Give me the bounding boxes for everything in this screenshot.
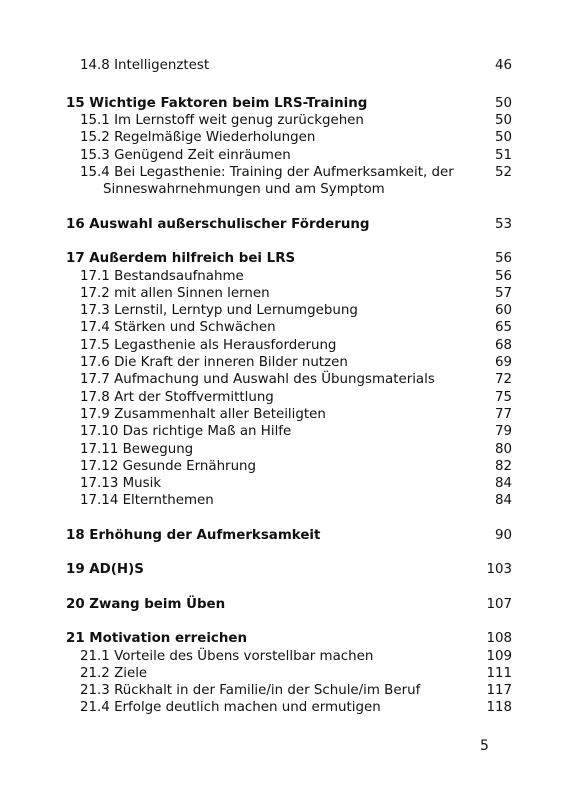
toc-entry-title: 17.8 Art der Stoffvermittlung xyxy=(80,390,274,405)
toc-entry-page: 118 xyxy=(486,700,512,715)
toc-chapter-page: 56 xyxy=(494,251,512,266)
toc-entry xyxy=(0,319,570,337)
toc-chapter xyxy=(0,596,570,614)
toc-entry-page: 60 xyxy=(494,303,512,318)
toc-chapter-page: 103 xyxy=(486,562,512,577)
toc-entry xyxy=(0,492,570,510)
toc-chapter-title: 15 Wichtige Faktoren beim LRS-Training xyxy=(66,96,368,111)
toc-entry-title: 15.1 Im Lernstoff weit genug zurückgehen xyxy=(80,113,364,128)
toc-entry xyxy=(0,337,570,355)
toc-entry-page: 75 xyxy=(494,390,512,405)
toc-entry xyxy=(0,302,570,320)
toc-chapter-page: 90 xyxy=(494,528,512,543)
toc-entry xyxy=(0,389,570,407)
toc-entry-page: 68 xyxy=(494,338,512,353)
toc-entry xyxy=(0,164,570,182)
toc-entry-title: 14.8 Intelligenztest xyxy=(80,58,210,73)
toc-entry-page: 69 xyxy=(494,355,512,370)
toc-chapter-page: 50 xyxy=(494,96,512,111)
toc-entry-page: 111 xyxy=(486,666,512,681)
toc-entry xyxy=(0,665,570,683)
toc-entry-title: 17.2 mit allen Sinnen lernen xyxy=(80,286,270,301)
toc-entry-page: 51 xyxy=(494,148,512,163)
toc-chapter-page: 108 xyxy=(486,631,512,646)
toc-entry xyxy=(0,371,570,389)
toc-entry xyxy=(0,699,570,717)
toc-entry-title: 17.10 Das richtige Maß an Hilfe xyxy=(80,424,292,439)
toc-entry-page: 109 xyxy=(486,649,512,664)
toc-entry-title: 21.1 Vorteile des Übens vorstellbar machen xyxy=(80,649,374,664)
toc-entry-title: 15.3 Genügend Zeit einräumen xyxy=(80,148,291,163)
toc-entry-page: 52 xyxy=(494,165,512,180)
toc-entry xyxy=(0,458,570,476)
toc-entry-page: 50 xyxy=(494,130,512,145)
toc-entry-title: 21.3 Rückhalt in der Familie/in der Schule/im Beruf xyxy=(80,683,421,698)
toc-chapter xyxy=(0,527,570,545)
toc-chapter xyxy=(0,630,570,648)
toc-chapter-page: 107 xyxy=(486,597,512,612)
toc-entry-page: 77 xyxy=(494,407,512,422)
toc-chapter-title: 17 Außerdem hilfreich bei LRS xyxy=(66,251,296,266)
toc-chapter xyxy=(0,95,570,113)
toc-entry-title: 17.1 Bestandsaufnahme xyxy=(80,269,244,284)
toc-entry-page: 46 xyxy=(494,58,512,73)
toc-entry xyxy=(0,147,570,165)
toc-entry-page: 80 xyxy=(494,442,512,457)
toc-entry xyxy=(0,441,570,459)
toc-entry-page: 84 xyxy=(494,493,512,508)
toc-entry xyxy=(0,268,570,286)
toc-entry-title: 17.6 Die Kraft der inneren Bilder nutzen xyxy=(80,355,348,370)
toc-entry xyxy=(0,112,570,130)
toc-entry-title: 17.9 Zusammenhalt aller Beteiligten xyxy=(80,407,326,422)
toc-entry-page: 72 xyxy=(494,372,512,387)
toc-entry-title: 17.11 Bewegung xyxy=(80,442,194,457)
toc-entry xyxy=(0,423,570,441)
toc-entry-page: 117 xyxy=(486,683,512,698)
toc-entry xyxy=(0,475,570,493)
toc-entry xyxy=(0,648,570,666)
toc-chapter xyxy=(0,216,570,234)
toc-chapter xyxy=(0,561,570,579)
toc-chapter-title: 21 Motivation erreichen xyxy=(66,631,248,646)
toc-entry-page: 84 xyxy=(494,476,512,491)
toc-chapter-page: 53 xyxy=(494,217,512,232)
toc-entry-title: 15.4 Bei Legasthenie: Training der Aufmerksamkeit, der xyxy=(80,165,454,180)
toc-entry-page: 57 xyxy=(494,286,512,301)
toc-entry-title: 17.5 Legasthenie als Herausforderung xyxy=(80,338,337,353)
toc-chapter-title: 19 AD(H)S xyxy=(66,562,144,577)
toc-entry xyxy=(0,354,570,372)
toc-entry-title: 21.4 Erfolge deutlich machen und ermutigen xyxy=(80,700,381,715)
toc-entry-title: Sinneswahrnehmungen und am Symptom xyxy=(103,182,385,197)
toc-entry-title: 17.14 Elternthemen xyxy=(80,493,214,508)
toc-entry-continuation xyxy=(0,181,570,199)
toc-entry-title: 17.3 Lernstil, Lerntyp und Lernumgebung xyxy=(80,303,358,318)
toc-entry-page: 56 xyxy=(494,269,512,284)
toc-entry-page: 50 xyxy=(494,113,512,128)
toc-entry xyxy=(0,57,570,75)
toc-entry xyxy=(0,682,570,700)
toc-chapter xyxy=(0,250,570,268)
toc-entry xyxy=(0,129,570,147)
toc-entry-page: 79 xyxy=(494,424,512,439)
page-number: 5 xyxy=(480,738,489,754)
toc-entry-title: 17.13 Musik xyxy=(80,476,162,491)
toc-entry-page: 65 xyxy=(494,320,512,335)
toc-entry-page: 82 xyxy=(494,459,512,474)
toc-entry-title: 17.4 Stärken und Schwächen xyxy=(80,320,276,335)
toc-entry-title: 17.7 Aufmachung und Auswahl des Übungsmaterials xyxy=(80,372,435,387)
toc-entry-title: 21.2 Ziele xyxy=(80,666,148,681)
toc-entry xyxy=(0,285,570,303)
toc-entry xyxy=(0,406,570,424)
toc-entry-title: 17.12 Gesunde Ernährung xyxy=(80,459,257,474)
toc-chapter-title: 20 Zwang beim Üben xyxy=(66,597,226,612)
toc-entry-title: 15.2 Regelmäßige Wiederholungen xyxy=(80,130,316,145)
toc-chapter-title: 18 Erhöhung der Aufmerksamkeit xyxy=(66,528,321,543)
toc-chapter-title: 16 Auswahl außerschulischer Förderung xyxy=(66,217,370,232)
